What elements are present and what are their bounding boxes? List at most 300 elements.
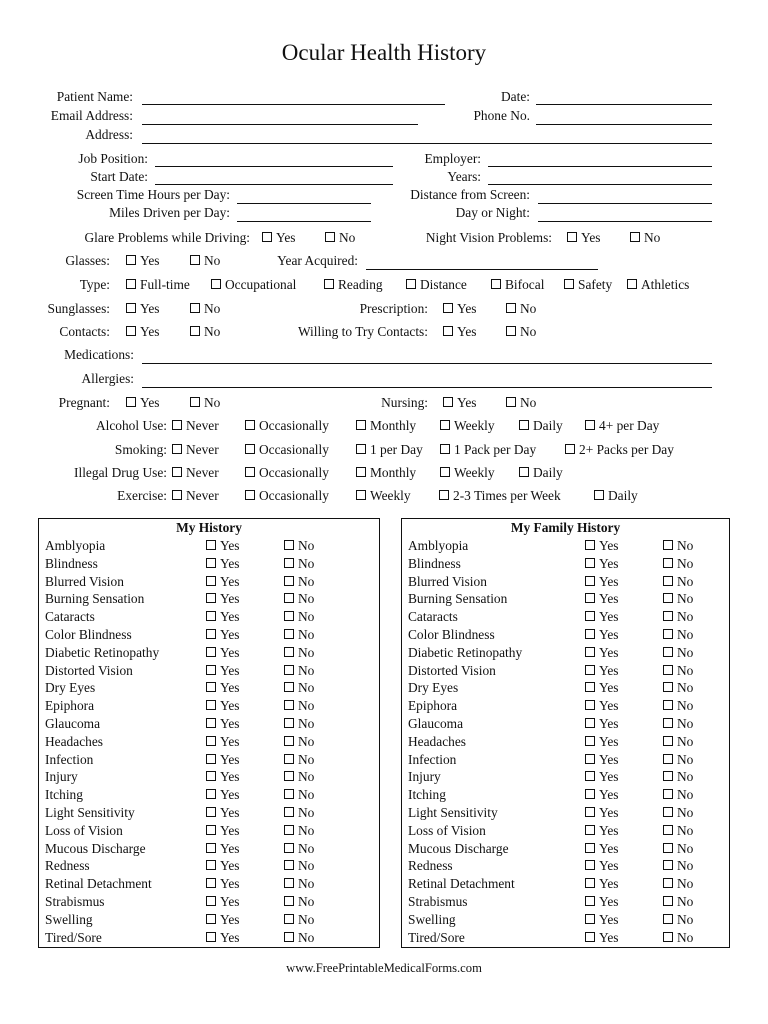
family-history-no[interactable]: No [663, 644, 693, 662]
family-history-no[interactable]: No [663, 875, 693, 893]
family-history-yes[interactable]: Yes [585, 768, 618, 786]
family-history-no[interactable]: No [663, 751, 693, 769]
family-history-no[interactable]: No [663, 662, 693, 680]
distance-screen-label: Distance from Screen: [410, 187, 530, 202]
smoking-2-packs[interactable]: 2+ Packs per Day [565, 442, 674, 458]
checkbox-icon [439, 490, 449, 500]
family-history-yes[interactable]: Yes [585, 537, 618, 555]
condition-label: Glaucoma [408, 716, 464, 731]
night-vision-no[interactable]: No [630, 230, 660, 246]
prescription-yes[interactable]: Yes [443, 301, 476, 317]
miles-driven-field[interactable] [237, 221, 371, 222]
my-history-no[interactable]: No [284, 573, 314, 591]
checkbox-icon [206, 843, 216, 853]
try-contacts-label: Willing to Try Contacts: [297, 324, 428, 339]
my-history-no[interactable]: No [284, 893, 314, 911]
alcohol-label: Alcohol Use: [95, 418, 167, 433]
my-history-row [45, 679, 379, 697]
glare-yes[interactable]: Yes [262, 230, 295, 246]
checkbox-icon [663, 932, 673, 942]
family-history-no[interactable]: No [663, 697, 693, 715]
checkbox-icon [356, 467, 366, 477]
family-history-yes[interactable]: Yes [585, 893, 618, 911]
exercise-label: Exercise: [117, 488, 167, 503]
my-history-yes[interactable]: Yes [206, 857, 239, 875]
my-history-no[interactable]: No [284, 608, 314, 626]
checkbox-icon [567, 232, 577, 242]
my-history-yes[interactable]: Yes [206, 768, 239, 786]
family-history-row [408, 857, 729, 875]
type-safety[interactable]: Safety [564, 277, 612, 293]
checkbox-icon [663, 593, 673, 603]
medications-field[interactable] [142, 363, 712, 364]
condition-label: Headaches [408, 733, 466, 749]
family-history-yes[interactable]: Yes [585, 697, 618, 715]
my-history-no[interactable]: No [284, 590, 314, 608]
checkbox-icon [585, 629, 595, 639]
alcohol-occasionally[interactable]: Occasionally [245, 418, 329, 434]
my-history-yes[interactable]: Yes [206, 840, 239, 858]
checkbox-icon [519, 467, 529, 477]
family-history-yes[interactable]: Yes [585, 662, 618, 680]
family-history-yes[interactable]: Yes [585, 608, 618, 626]
condition-label: Burning Sensation [408, 591, 508, 607]
family-history-yes[interactable]: Yes [585, 715, 618, 733]
checkbox-icon [506, 303, 516, 313]
footer-url: www.FreePrintableMedicalForms.com [286, 961, 482, 975]
my-history-no[interactable]: No [284, 840, 314, 858]
family-history-no[interactable]: No [663, 626, 693, 644]
family-history-row [408, 733, 729, 751]
smoking-never[interactable]: Never [172, 442, 219, 458]
my-history-yes[interactable]: Yes [206, 573, 239, 591]
screen-time-field[interactable] [237, 203, 371, 204]
alcohol-weekly[interactable]: Weekly [440, 418, 495, 434]
checkbox-icon [663, 896, 673, 906]
sunglasses-no[interactable]: No [190, 301, 220, 317]
checkbox-icon [206, 700, 216, 710]
my-history-no[interactable]: No [284, 644, 314, 662]
family-history-no[interactable]: No [663, 786, 693, 804]
checkbox-icon [245, 490, 255, 500]
my-history-yes[interactable]: Yes [206, 875, 239, 893]
type-reading[interactable]: Reading [324, 277, 383, 293]
my-history-row [45, 929, 379, 947]
glasses-yes[interactable]: Yes [126, 253, 159, 269]
glasses-no[interactable]: No [190, 253, 220, 269]
family-history-yes[interactable]: Yes [585, 929, 618, 947]
my-history-no[interactable]: No [284, 804, 314, 822]
sunglasses-label: Sunglasses: [47, 301, 110, 316]
pregnant-yes[interactable]: Yes [126, 395, 159, 411]
checkbox-icon [663, 576, 673, 586]
my-history-yes[interactable]: Yes [206, 715, 239, 733]
my-history-yes[interactable]: Yes [206, 662, 239, 680]
my-history-no[interactable]: No [284, 733, 314, 751]
type-distance[interactable]: Distance [406, 277, 467, 293]
checkbox-icon [443, 397, 453, 407]
condition-label: Diabetic Retinopathy [408, 644, 523, 660]
checkbox-icon [663, 665, 673, 675]
checkbox-icon [206, 825, 216, 835]
drugs-monthly[interactable]: Monthly [356, 465, 416, 481]
family-history-no[interactable]: No [663, 857, 693, 875]
start-date-field[interactable] [155, 184, 393, 185]
my-history-row [45, 626, 379, 644]
family-history-no[interactable]: No [663, 822, 693, 840]
my-history-row [45, 555, 379, 573]
checkbox-icon [663, 789, 673, 799]
checkbox-icon [440, 444, 450, 454]
my-history-box [38, 518, 380, 948]
family-history-no[interactable]: No [663, 573, 693, 591]
nursing-yes[interactable]: Yes [443, 395, 476, 411]
checkbox-icon [585, 540, 595, 550]
condition-label: Infection [408, 751, 457, 767]
family-history-row [408, 715, 729, 733]
exercise-daily[interactable]: Daily [594, 488, 638, 504]
my-history-no[interactable]: No [284, 929, 314, 947]
family-history-no[interactable]: No [663, 804, 693, 822]
family-history-yes[interactable]: Yes [585, 573, 618, 591]
checkbox-icon [284, 593, 294, 603]
glasses-label: Glasses: [65, 253, 110, 268]
start-date-label: Start Date: [90, 169, 148, 184]
checkbox-icon [585, 771, 595, 781]
family-history-yes[interactable]: Yes [585, 751, 618, 769]
my-history-yes[interactable]: Yes [206, 555, 239, 573]
checkbox-icon [206, 647, 216, 657]
my-history-no[interactable]: No [284, 786, 314, 804]
employer-label: Employer: [424, 151, 481, 166]
checkbox-icon [172, 490, 182, 500]
condition-label: Itching [408, 787, 446, 803]
smoking-1-per-day[interactable]: 1 per Day [356, 442, 423, 458]
family-history-no[interactable]: No [663, 733, 693, 751]
checkbox-icon [585, 611, 595, 621]
condition-label: Injury [45, 769, 78, 785]
condition-label: Tired/Sore [408, 929, 465, 945]
condition-label: Blurred Vision [45, 573, 124, 589]
checkbox-icon [663, 825, 673, 835]
patient-name-label: Patient Name: [56, 89, 133, 104]
family-history-yes[interactable]: Yes [585, 822, 618, 840]
family-history-row [408, 751, 729, 769]
checkbox-icon [585, 860, 595, 870]
checkbox-icon [663, 878, 673, 888]
drugs-daily[interactable]: Daily [519, 465, 563, 481]
exercise-occasionally[interactable]: Occasionally [245, 488, 329, 504]
family-history-no[interactable]: No [663, 590, 693, 608]
checkbox-icon [663, 647, 673, 657]
checkbox-icon [206, 914, 216, 924]
checkbox-icon [284, 771, 294, 781]
checkbox-icon [126, 279, 136, 289]
family-history-no[interactable]: No [663, 911, 693, 929]
alcohol-daily[interactable]: Daily [519, 418, 563, 434]
condition-label: Loss of Vision [45, 822, 123, 838]
family-history-yes[interactable]: Yes [585, 804, 618, 822]
my-history-row [45, 893, 379, 911]
checkbox-icon [443, 303, 453, 313]
try-contacts-yes[interactable]: Yes [443, 324, 476, 340]
checkbox-icon [211, 279, 221, 289]
family-history-yes[interactable]: Yes [585, 644, 618, 662]
drugs-weekly[interactable]: Weekly [440, 465, 495, 481]
miles-driven-label: Miles Driven per Day: [109, 205, 230, 220]
my-history-row [45, 733, 379, 751]
checkbox-icon [190, 255, 200, 265]
exercise-weekly[interactable]: Weekly [356, 488, 411, 504]
type-bifocal[interactable]: Bifocal [491, 277, 544, 293]
checkbox-icon [126, 397, 136, 407]
family-history-row [408, 768, 729, 786]
family-history-row [408, 626, 729, 644]
my-history-no[interactable]: No [284, 662, 314, 680]
family-history-no[interactable]: No [663, 768, 693, 786]
checkbox-icon [356, 420, 366, 430]
family-history-no[interactable]: No [663, 840, 693, 858]
checkbox-icon [206, 576, 216, 586]
family-history-no[interactable]: No [663, 893, 693, 911]
my-history-no[interactable]: No [284, 875, 314, 893]
my-history-yes[interactable]: Yes [206, 733, 239, 751]
family-history-no[interactable]: No [663, 929, 693, 947]
my-history-yes[interactable]: Yes [206, 537, 239, 555]
type-athletics[interactable]: Athletics [627, 277, 689, 293]
family-history-yes[interactable]: Yes [585, 786, 618, 804]
my-history-no[interactable]: No [284, 697, 314, 715]
checkbox-icon [284, 558, 294, 568]
smoking-1-pack[interactable]: 1 Pack per Day [440, 442, 536, 458]
checkbox-icon [206, 754, 216, 764]
screen-time-label: Screen Time Hours per Day: [76, 187, 230, 202]
checkbox-icon [206, 896, 216, 906]
my-history-row [45, 911, 379, 929]
family-history-yes[interactable]: Yes [585, 679, 618, 697]
condition-label: Cataracts [45, 609, 95, 625]
my-history-yes[interactable]: Yes [206, 697, 239, 715]
family-history-no[interactable]: No [663, 608, 693, 626]
my-history-no[interactable]: No [284, 768, 314, 786]
my-history-yes[interactable]: Yes [206, 822, 239, 840]
drugs-never[interactable]: Never [172, 465, 219, 481]
my-history-row [45, 697, 379, 715]
type-full-time[interactable]: Full-time [126, 277, 190, 293]
my-history-yes[interactable]: Yes [206, 804, 239, 822]
condition-label: Color Blindness [408, 627, 495, 642]
family-history-yes[interactable]: Yes [585, 626, 618, 644]
my-history-yes[interactable]: Yes [206, 893, 239, 911]
try-contacts-no[interactable]: No [506, 324, 536, 340]
alcohol-monthly[interactable]: Monthly [356, 418, 416, 434]
smoking-occasionally[interactable]: Occasionally [245, 442, 329, 458]
family-history-yes[interactable]: Yes [585, 840, 618, 858]
checkbox-icon [630, 232, 640, 242]
my-history-no[interactable]: No [284, 715, 314, 733]
my-history-no[interactable]: No [284, 822, 314, 840]
my-history-title: My History [176, 520, 242, 535]
my-history-row [45, 804, 379, 822]
my-history-yes[interactable]: Yes [206, 786, 239, 804]
night-vision-label: Night Vision Problems: [425, 230, 552, 245]
my-history-yes[interactable]: Yes [206, 608, 239, 626]
years-field[interactable] [488, 184, 712, 185]
condition-label: Amblyopia [45, 538, 106, 553]
my-history-row [45, 644, 379, 662]
checkbox-icon [206, 665, 216, 675]
checkbox-icon [585, 896, 595, 906]
my-history-yes[interactable]: Yes [206, 911, 239, 929]
checkbox-icon [245, 467, 255, 477]
checkbox-icon [585, 932, 595, 942]
checkbox-icon [585, 647, 595, 657]
checkbox-icon [663, 682, 673, 692]
condition-label: Redness [408, 858, 453, 874]
date-field[interactable] [536, 104, 712, 105]
employer-field[interactable] [488, 166, 712, 167]
my-history-row [45, 822, 379, 840]
exercise-never[interactable]: Never [172, 488, 219, 504]
condition-label: Retinal Detachment [45, 876, 152, 892]
my-history-row [45, 786, 379, 804]
prescription-no[interactable]: No [506, 301, 536, 317]
type-label: Type: [79, 277, 110, 292]
day-or-night-field[interactable] [538, 221, 712, 222]
my-history-yes[interactable]: Yes [206, 644, 239, 662]
years-label: Years: [447, 169, 481, 184]
alcohol-never[interactable]: Never [172, 418, 219, 434]
year-acquired-field[interactable] [366, 269, 598, 270]
checkbox-icon [284, 647, 294, 657]
condition-label: Cataracts [408, 609, 458, 625]
drugs-occasionally[interactable]: Occasionally [245, 465, 329, 481]
checkbox-icon [284, 896, 294, 906]
checkbox-icon [356, 444, 366, 454]
checkbox-icon [206, 771, 216, 781]
family-history-no[interactable]: No [663, 679, 693, 697]
my-history-yes[interactable]: Yes [206, 590, 239, 608]
my-history-no[interactable]: No [284, 911, 314, 929]
checkbox-icon [206, 807, 216, 817]
checkbox-icon [564, 279, 574, 289]
checkbox-icon [190, 303, 200, 313]
checkbox-icon [284, 611, 294, 621]
my-history-no[interactable]: No [284, 626, 314, 644]
condition-label: Loss of Vision [408, 822, 486, 838]
sunglasses-yes[interactable]: Yes [126, 301, 159, 317]
condition-label: Epiphora [408, 698, 458, 714]
family-history-yes[interactable]: Yes [585, 911, 618, 929]
my-history-yes[interactable]: Yes [206, 929, 239, 947]
checkbox-icon [325, 232, 335, 242]
patient-name-field[interactable] [142, 104, 445, 105]
contacts-yes[interactable]: Yes [126, 324, 159, 340]
my-history-yes[interactable]: Yes [206, 626, 239, 644]
my-history-no[interactable]: No [284, 751, 314, 769]
email-field[interactable] [142, 124, 418, 125]
family-history-no[interactable]: No [663, 715, 693, 733]
family-history-no[interactable]: No [663, 537, 693, 555]
condition-label: Injury [408, 769, 441, 785]
email-label: Email Address: [50, 108, 133, 123]
my-history-no[interactable]: No [284, 679, 314, 697]
checkbox-icon [284, 878, 294, 888]
contacts-no[interactable]: No [190, 324, 220, 340]
exercise-2-3-times[interactable]: 2-3 Times per Week [439, 488, 561, 504]
condition-label: Diabetic Retinopathy [45, 644, 160, 660]
checkbox-icon [585, 576, 595, 586]
family-history-yes[interactable]: Yes [585, 733, 618, 751]
my-history-no[interactable]: No [284, 537, 314, 555]
checkbox-icon [585, 878, 595, 888]
family-history-yes[interactable]: Yes [585, 875, 618, 893]
my-history-no[interactable]: No [284, 857, 314, 875]
checkbox-icon [585, 807, 595, 817]
checkbox-icon [284, 860, 294, 870]
checkbox-icon [440, 420, 450, 430]
checkbox-icon [585, 420, 595, 430]
my-history-row [45, 573, 379, 591]
checkbox-icon [506, 326, 516, 336]
checkbox-icon [206, 629, 216, 639]
my-history-row [45, 590, 379, 608]
allergies-field[interactable] [142, 387, 712, 388]
family-history-yes[interactable]: Yes [585, 590, 618, 608]
checkbox-icon [663, 754, 673, 764]
pregnant-no[interactable]: No [190, 395, 220, 411]
my-history-no[interactable]: No [284, 555, 314, 573]
checkbox-icon [663, 700, 673, 710]
checkbox-icon [663, 629, 673, 639]
condition-label: Infection [45, 751, 94, 767]
nursing-no[interactable]: No [506, 395, 536, 411]
type-occupational[interactable]: Occupational [211, 277, 296, 293]
condition-label: Epiphora [45, 698, 95, 714]
night-vision-yes[interactable]: Yes [567, 230, 600, 246]
address-field[interactable] [142, 143, 712, 144]
checkbox-icon [663, 611, 673, 621]
glare-no[interactable]: No [325, 230, 355, 246]
checkbox-icon [506, 397, 516, 407]
family-history-row [408, 697, 729, 715]
checkbox-icon [284, 736, 294, 746]
condition-label: Swelling [45, 911, 93, 927]
my-history-row [45, 608, 379, 626]
my-history-yes[interactable]: Yes [206, 751, 239, 769]
checkbox-icon [585, 718, 595, 728]
phone-field[interactable] [536, 124, 712, 125]
condition-label: Redness [45, 858, 90, 874]
family-history-row [408, 662, 729, 680]
family-history-row [408, 786, 729, 804]
condition-label: Itching [45, 787, 83, 803]
checkbox-icon [206, 682, 216, 692]
my-history-row [45, 840, 379, 858]
condition-label: Strabismus [45, 894, 105, 909]
job-position-field[interactable] [155, 166, 393, 167]
family-history-no[interactable]: No [663, 555, 693, 573]
alcohol-4-plus[interactable]: 4+ per Day [585, 418, 659, 434]
checkbox-icon [206, 611, 216, 621]
condition-label: Tired/Sore [45, 929, 102, 945]
family-history-row [408, 537, 729, 555]
family-history-yes[interactable]: Yes [585, 857, 618, 875]
checkbox-icon [663, 540, 673, 550]
my-history-yes[interactable]: Yes [206, 679, 239, 697]
family-history-yes[interactable]: Yes [585, 555, 618, 573]
distance-screen-field[interactable] [538, 203, 712, 204]
